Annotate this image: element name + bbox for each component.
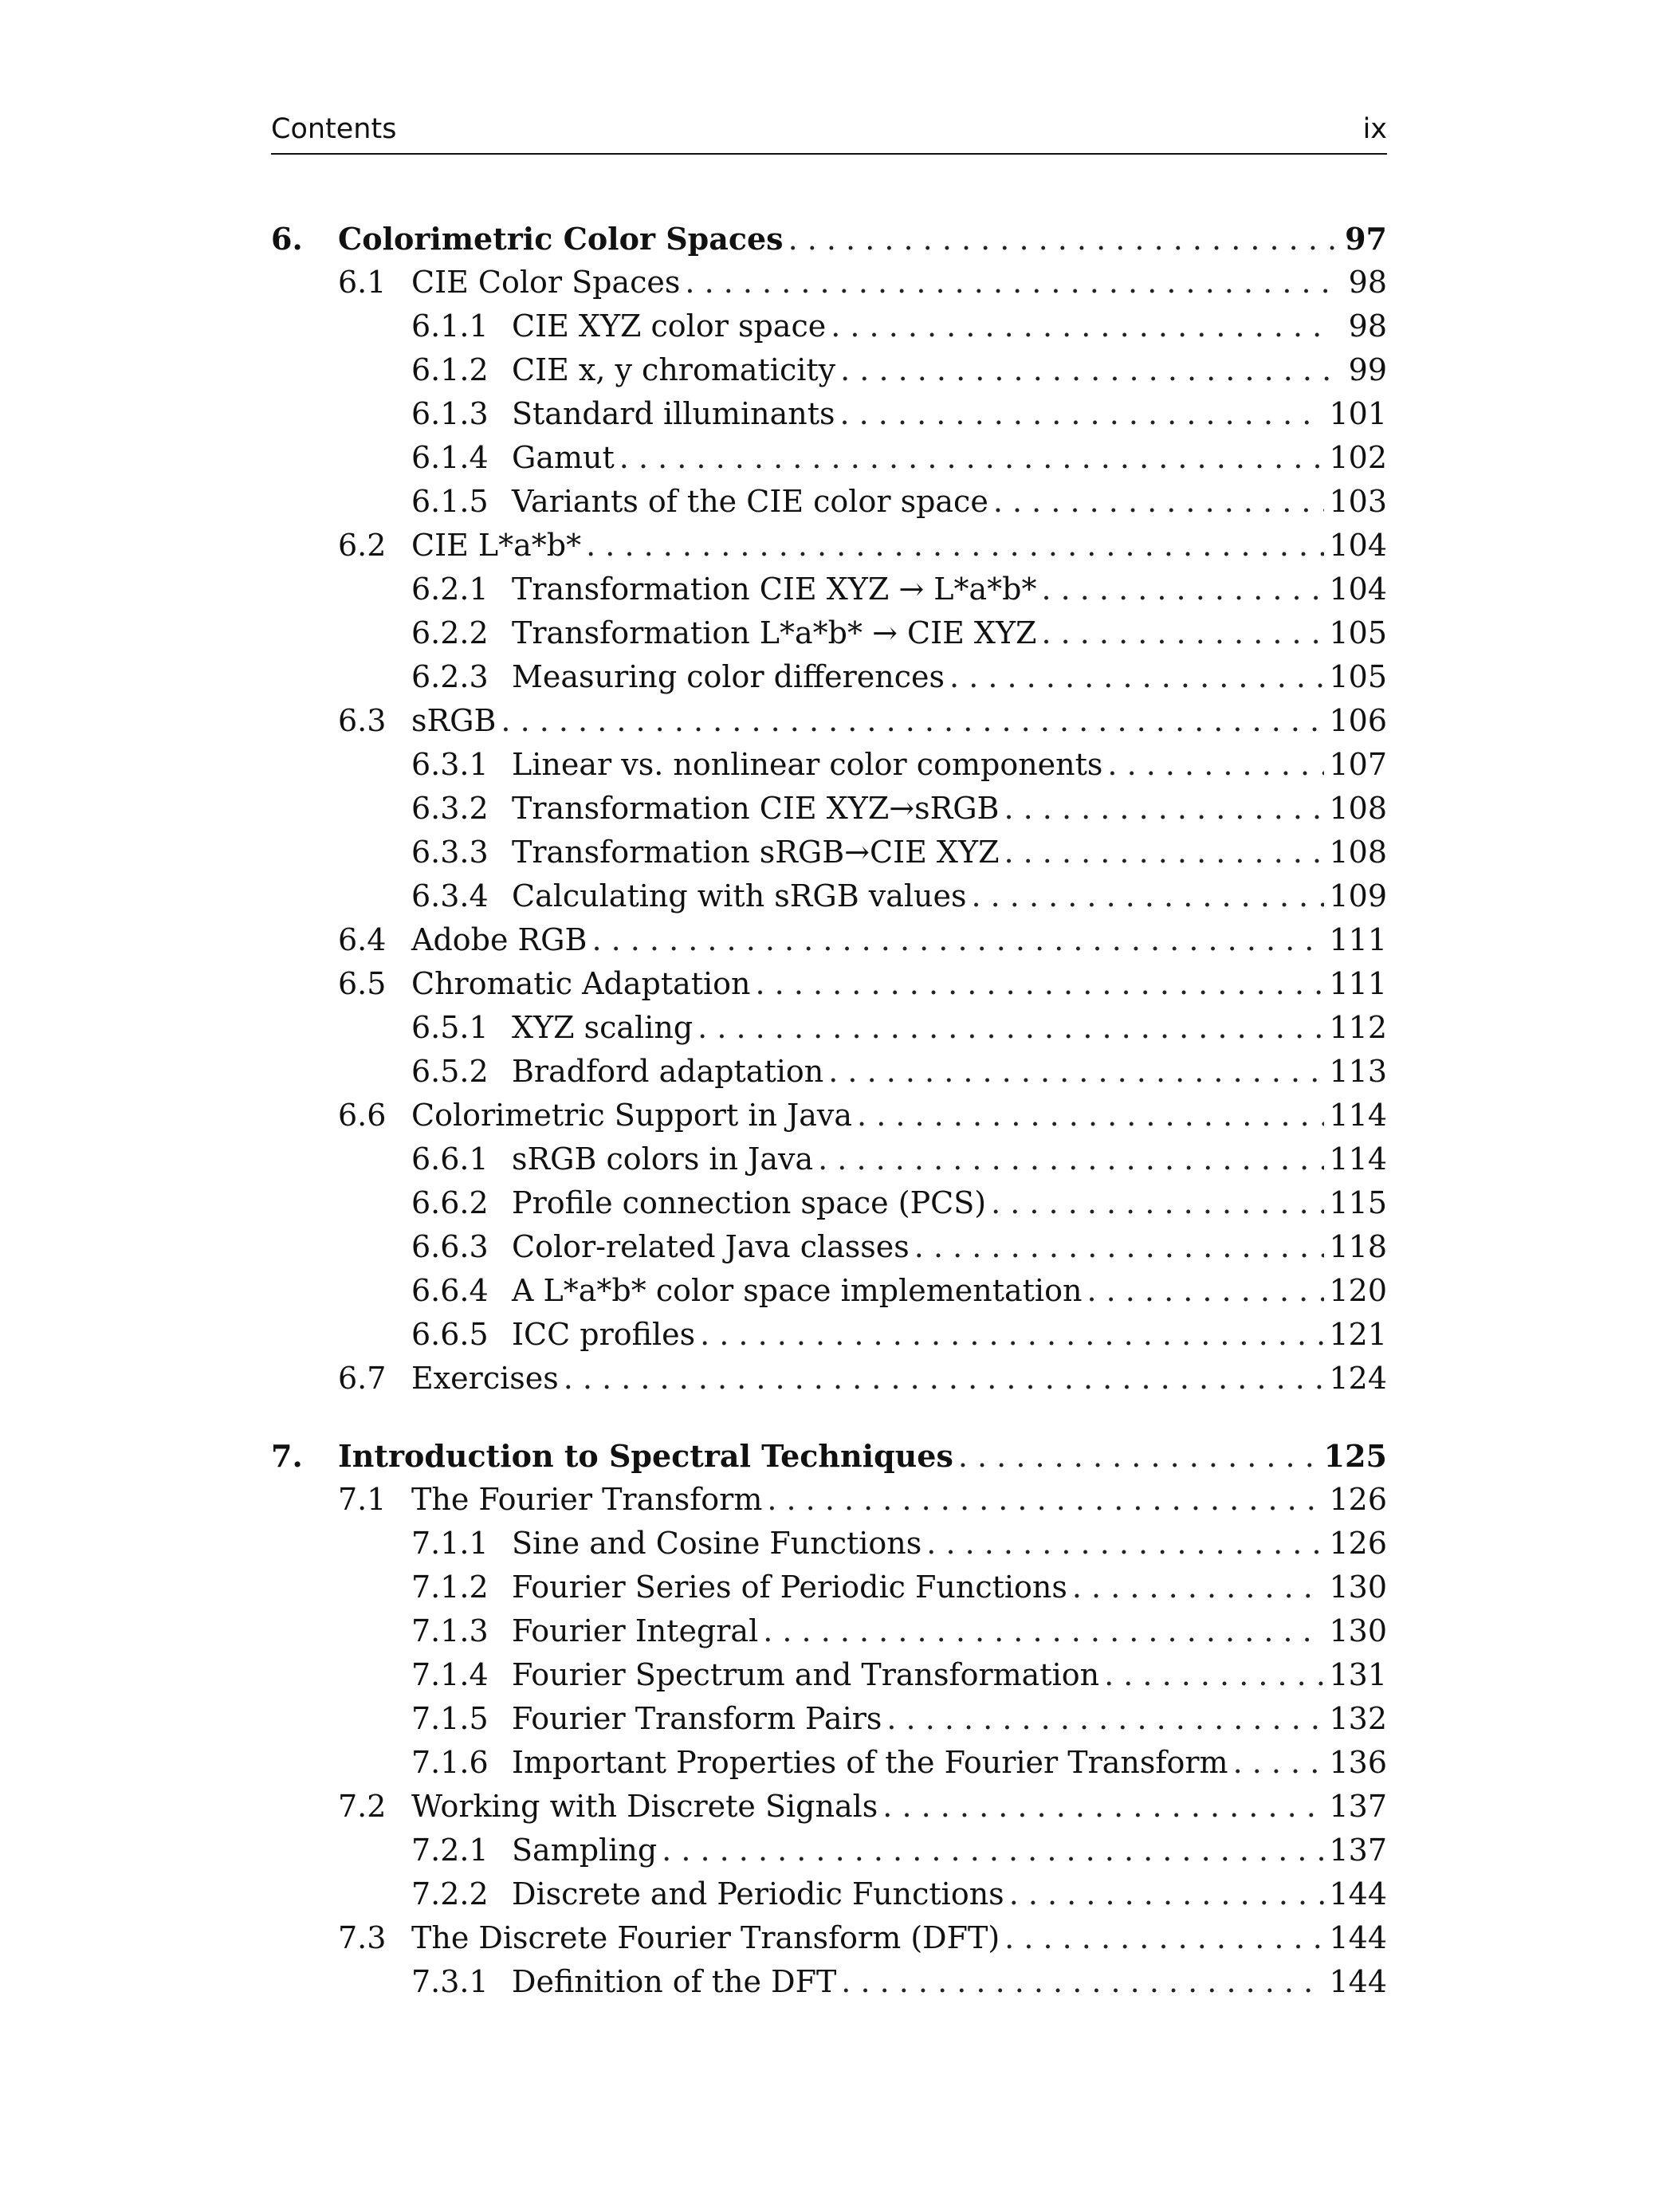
entry-page-number: 126 [1329, 1482, 1387, 1517]
entry-title: CIE Color Spaces [411, 265, 681, 300]
dot-leader [685, 261, 1334, 304]
entry-number: 6.1.5 [411, 484, 489, 519]
toc-section[interactable] [271, 962, 1387, 1006]
entry-number: 6.2 [338, 528, 387, 563]
entry-title: The Discrete Fourier Transform (DFT) [411, 1920, 1000, 1955]
chapter-number: 6. [271, 221, 303, 257]
entry-page-number: 109 [1329, 878, 1387, 913]
entry-page-number: 112 [1329, 1010, 1387, 1045]
entry-number: 6.5.1 [411, 1010, 489, 1045]
toc-subsection[interactable] [271, 831, 1387, 874]
dot-leader [1004, 831, 1324, 874]
toc-subsection[interactable] [271, 1829, 1387, 1872]
toc-subsection[interactable] [271, 392, 1387, 436]
entry-page-number: 104 [1329, 528, 1387, 563]
entry-number: 7.3 [338, 1920, 387, 1955]
dot-leader [831, 304, 1334, 348]
dot-leader [840, 348, 1334, 392]
entry-number: 6.1.4 [411, 440, 489, 475]
entry-title: CIE x, y chromaticity [512, 352, 836, 387]
dot-leader [949, 655, 1324, 699]
toc-subsection[interactable] [271, 1653, 1387, 1697]
entry-page-number: 107 [1329, 747, 1387, 782]
dot-leader [839, 392, 1324, 436]
dot-leader [586, 524, 1324, 568]
dot-leader [958, 1435, 1319, 1479]
entry-title: Adobe RGB [411, 922, 587, 957]
entry-number: 6.5 [338, 966, 387, 1001]
dot-leader [700, 1313, 1324, 1357]
toc-subsection[interactable] [271, 1313, 1387, 1357]
entry-title: Sampling [512, 1833, 658, 1868]
entry-number: 6.2.2 [411, 615, 489, 650]
entry-number: 6.6 [338, 1098, 387, 1133]
entry-page-number: 108 [1329, 791, 1387, 826]
entry-number: 6.5.2 [411, 1054, 489, 1089]
entry-number: 6.6.3 [411, 1229, 489, 1264]
dot-leader [564, 1357, 1325, 1401]
entry-number: 7.1.3 [411, 1613, 489, 1648]
dot-leader [1004, 787, 1324, 831]
entry-title: Discrete and Periodic Functions [512, 1876, 1004, 1911]
entry-title: Transformation sRGB→CIE XYZ [512, 835, 1000, 870]
entry-number: 7.1.5 [411, 1701, 489, 1736]
entry-title: Working with Discrete Signals [411, 1789, 878, 1824]
toc-section[interactable] [271, 699, 1387, 743]
dot-leader [857, 1094, 1324, 1137]
entry-page-number: 99 [1348, 352, 1387, 387]
entry-page-number: 121 [1329, 1317, 1387, 1352]
dot-leader [882, 1785, 1324, 1829]
toc-section[interactable] [271, 524, 1387, 568]
entry-title: Color-related Java classes [512, 1229, 910, 1264]
toc-subsection[interactable] [271, 480, 1387, 524]
entry-page-number: 98 [1348, 265, 1387, 300]
entry-page-number: 103 [1329, 484, 1387, 519]
entry-title: Bradford adaptation [512, 1054, 824, 1089]
entry-page-number: 126 [1329, 1526, 1387, 1561]
toc-subsection[interactable] [271, 1522, 1387, 1566]
running-head-page-number: ix [1362, 113, 1387, 145]
dot-leader [926, 1522, 1324, 1566]
entry-title: The Fourier Transform [411, 1482, 763, 1517]
entry-number: 6.1.3 [411, 396, 489, 431]
entry-page-number: 120 [1329, 1273, 1387, 1308]
dot-leader [1004, 1916, 1324, 1960]
entry-title: A L*a*b* color space implementation [512, 1273, 1083, 1308]
toc-subsection[interactable] [271, 1566, 1387, 1609]
toc-subsection[interactable] [271, 787, 1387, 831]
entry-number: 7.1.6 [411, 1745, 489, 1780]
entry-title: Measuring color differences [512, 659, 945, 694]
entry-page-number: 105 [1329, 659, 1387, 694]
dot-leader [886, 1697, 1324, 1741]
toc-chapter[interactable] [271, 1434, 1387, 1478]
entry-number: 6.6.2 [411, 1185, 489, 1220]
entry-title: Profile connection space (PCS) [512, 1185, 987, 1220]
chapter-page-number: 125 [1323, 1438, 1387, 1474]
entry-number: 7.1.1 [411, 1526, 489, 1561]
entry-number: 6.2.3 [411, 659, 489, 694]
dot-leader [698, 1006, 1324, 1050]
entry-page-number: 118 [1329, 1229, 1387, 1264]
toc-section[interactable] [271, 1357, 1387, 1401]
toc-subsection[interactable] [271, 874, 1387, 918]
entry-title: sRGB colors in Java [512, 1141, 814, 1177]
entry-page-number: 137 [1329, 1789, 1387, 1824]
toc-subsection[interactable] [271, 1050, 1387, 1094]
toc-subsection[interactable] [271, 655, 1387, 699]
entry-number: 7.1 [338, 1482, 387, 1517]
running-head [271, 113, 1387, 145]
entry-title: Transformation CIE XYZ→sRGB [512, 791, 1000, 826]
entry-page-number: 98 [1348, 308, 1387, 344]
entry-number: 6.3.4 [411, 878, 489, 913]
entry-title: Exercises [411, 1361, 559, 1396]
toc-subsection[interactable] [271, 1137, 1387, 1181]
entry-title: sRGB [411, 703, 497, 738]
dot-leader [501, 699, 1324, 743]
entry-title: CIE L*a*b* [411, 528, 582, 563]
entry-title: Important Properties of the Fourier Transform [512, 1745, 1228, 1780]
toc-subsection[interactable] [271, 348, 1387, 392]
chapter-gap [271, 1401, 1387, 1434]
entry-number: 6.6.4 [411, 1273, 489, 1308]
entry-title: Variants of the CIE color space [512, 484, 988, 519]
entry-page-number: 115 [1329, 1185, 1387, 1220]
entry-title: CIE XYZ color space [512, 308, 827, 344]
entry-number: 6.3.1 [411, 747, 489, 782]
entry-title: Fourier Spectrum and Transformation [512, 1657, 1100, 1692]
entry-title: Linear vs. nonlinear color components [512, 747, 1103, 782]
chapter-number: 7. [271, 1438, 303, 1474]
toc-subsection[interactable] [271, 1741, 1387, 1785]
entry-page-number: 111 [1329, 966, 1387, 1001]
entry-number: 6.3.3 [411, 835, 489, 870]
dot-leader [1009, 1872, 1325, 1916]
toc-subsection[interactable] [271, 1269, 1387, 1313]
entry-page-number: 108 [1329, 835, 1387, 870]
entry-page-number: 144 [1329, 1876, 1387, 1911]
dot-leader [763, 1609, 1324, 1653]
dot-leader [662, 1829, 1324, 1872]
entry-number: 6.2.1 [411, 572, 489, 607]
toc-section[interactable] [271, 1478, 1387, 1522]
entry-title: Chromatic Adaptation [411, 966, 751, 1001]
chapter-page-number: 97 [1345, 221, 1387, 257]
entry-page-number: 124 [1329, 1361, 1387, 1396]
toc-section[interactable] [271, 261, 1387, 304]
entry-title: XYZ scaling [512, 1010, 694, 1045]
toc-section[interactable] [271, 1785, 1387, 1829]
toc-subsection[interactable] [271, 611, 1387, 655]
entry-title: Fourier Transform Pairs [512, 1701, 882, 1736]
entry-number: 6.7 [338, 1361, 387, 1396]
dot-leader [971, 874, 1324, 918]
entry-page-number: 132 [1329, 1701, 1387, 1736]
entry-page-number: 105 [1329, 615, 1387, 650]
toc-subsection[interactable] [271, 1960, 1387, 2004]
toc-subsection[interactable] [271, 1609, 1387, 1653]
entry-page-number: 101 [1329, 396, 1387, 431]
dot-leader [828, 1050, 1324, 1094]
toc-subsection[interactable] [271, 743, 1387, 787]
running-head-title: Contents [271, 113, 397, 145]
entry-page-number: 144 [1329, 1964, 1387, 1999]
entry-page-number: 114 [1329, 1098, 1387, 1133]
entry-title: Calculating with sRGB values [512, 878, 967, 913]
dot-leader [1104, 1653, 1324, 1697]
chapter-title: Introduction to Spectral Techniques [338, 1438, 953, 1474]
entry-number: 6.3.2 [411, 791, 489, 826]
toc-subsection[interactable] [271, 1697, 1387, 1741]
dot-leader [841, 1960, 1324, 2004]
entry-page-number: 114 [1329, 1141, 1387, 1177]
entry-page-number: 131 [1329, 1657, 1387, 1692]
entry-title: Colorimetric Support in Java [411, 1098, 853, 1133]
dot-leader [767, 1478, 1324, 1522]
entry-page-number: 136 [1329, 1745, 1387, 1780]
entry-number: 6.4 [338, 922, 387, 957]
entry-page-number: 144 [1329, 1920, 1387, 1955]
entry-title: ICC profiles [512, 1317, 696, 1352]
toc-subsection[interactable] [271, 304, 1387, 348]
toc-section[interactable] [271, 1094, 1387, 1137]
entry-number: 6.1.2 [411, 352, 489, 387]
entry-title: Transformation L*a*b* → CIE XYZ [512, 615, 1037, 650]
dot-leader [1233, 1741, 1325, 1785]
toc-chapter[interactable] [271, 217, 1387, 261]
toc-section[interactable] [271, 1916, 1387, 1960]
dot-leader [818, 1137, 1324, 1181]
dot-leader [1087, 1269, 1324, 1313]
entry-title: Fourier Integral [512, 1613, 759, 1648]
entry-number: 7.2.1 [411, 1833, 489, 1868]
chapter-title: Colorimetric Color Spaces [338, 221, 784, 257]
entry-page-number: 104 [1329, 572, 1387, 607]
entry-page-number: 106 [1329, 703, 1387, 738]
dot-leader [1072, 1566, 1325, 1609]
entry-title: Definition of the DFT [512, 1964, 837, 1999]
toc-subsection[interactable] [271, 1872, 1387, 1916]
dot-leader [1107, 743, 1324, 787]
entry-number: 7.1.2 [411, 1570, 489, 1605]
dot-leader [1041, 611, 1324, 655]
entry-number: 7.2 [338, 1789, 387, 1824]
entry-number: 6.6.1 [411, 1141, 489, 1177]
entry-page-number: 137 [1329, 1833, 1387, 1868]
dot-leader [788, 218, 1334, 261]
table-of-contents [271, 217, 1387, 2004]
header-rule [271, 153, 1387, 155]
dot-leader [756, 962, 1325, 1006]
toc-subsection[interactable] [271, 436, 1387, 480]
entry-page-number: 130 [1329, 1613, 1387, 1648]
entry-title: Fourier Series of Periodic Functions [512, 1570, 1067, 1605]
entry-number: 6.3 [338, 703, 387, 738]
dot-leader [1041, 568, 1324, 611]
entry-title: Sine and Cosine Functions [512, 1526, 922, 1561]
entry-page-number: 113 [1329, 1054, 1387, 1089]
entry-number: 6.1 [338, 265, 387, 300]
toc-subsection[interactable] [271, 568, 1387, 611]
toc-subsection[interactable] [271, 1225, 1387, 1269]
entry-title: Gamut [512, 440, 615, 475]
entry-number: 7.3.1 [411, 1964, 489, 1999]
entry-number: 6.6.5 [411, 1317, 489, 1352]
entry-page-number: 111 [1329, 922, 1387, 957]
entry-page-number: 102 [1329, 440, 1387, 475]
dot-leader [591, 918, 1324, 962]
entry-number: 6.1.1 [411, 308, 489, 344]
dot-leader [993, 480, 1325, 524]
entry-number: 7.1.4 [411, 1657, 489, 1692]
toc-section[interactable] [271, 918, 1387, 962]
entry-title: Standard illuminants [512, 396, 835, 431]
dot-leader [991, 1181, 1324, 1225]
entry-page-number: 130 [1329, 1570, 1387, 1605]
dot-leader [914, 1225, 1325, 1269]
toc-subsection[interactable] [271, 1006, 1387, 1050]
toc-subsection[interactable] [271, 1181, 1387, 1225]
entry-number: 7.2.2 [411, 1876, 489, 1911]
dot-leader [619, 436, 1325, 480]
entry-title: Transformation CIE XYZ → L*a*b* [512, 572, 1037, 607]
